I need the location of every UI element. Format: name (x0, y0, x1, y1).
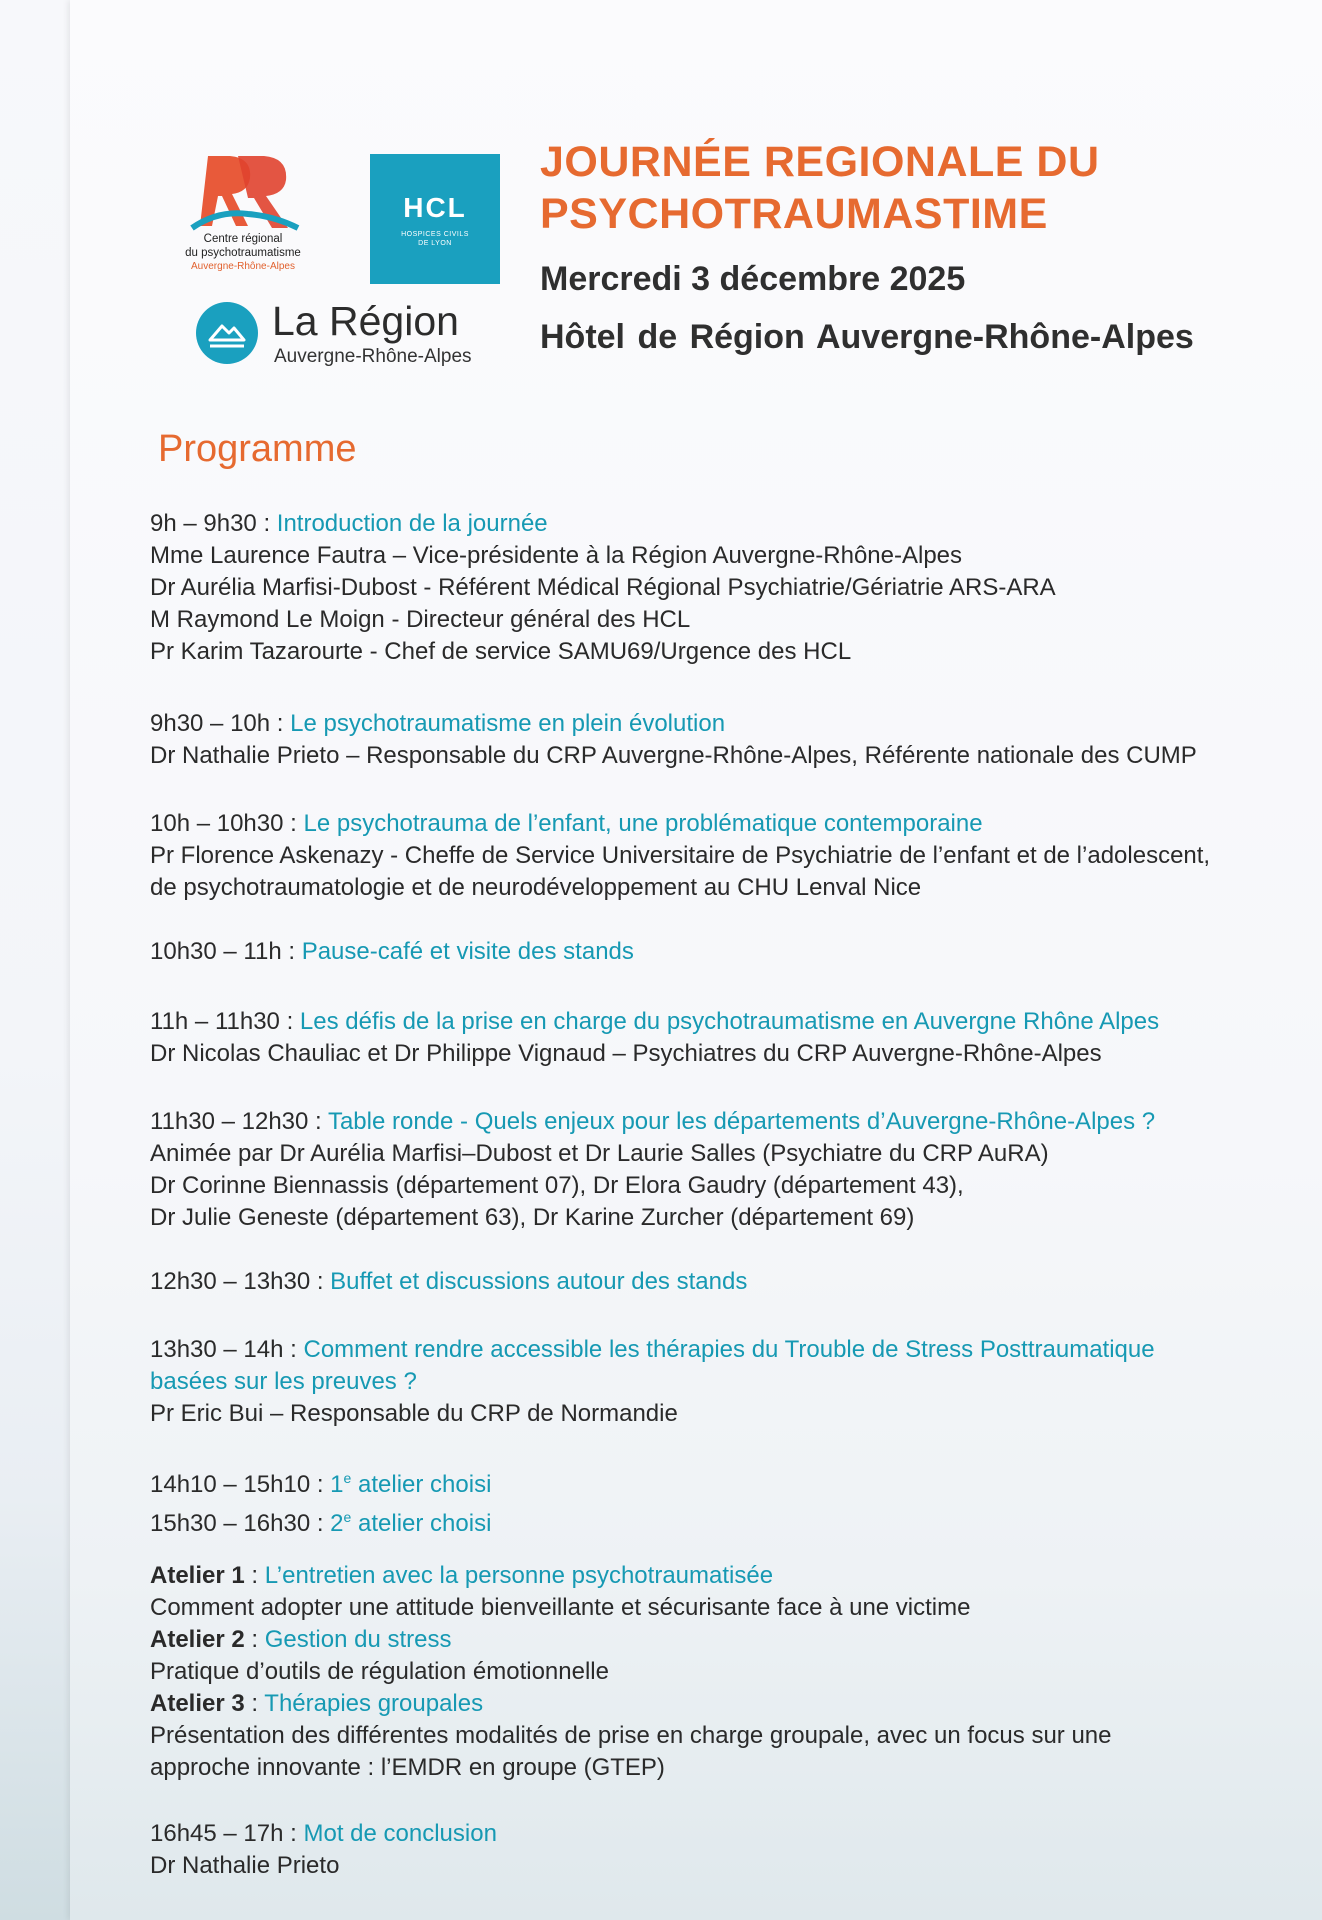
session-topic: Table ronde - Quels enjeux pour les départements d’Auvergne-Rhône-Alpes ? (327, 1108, 1156, 1135)
session-time: 13h30 – 14h : (150, 1336, 297, 1363)
atelier-topic: Gestion du stress (264, 1626, 452, 1653)
atelier-topic: Thérapies groupales (264, 1690, 484, 1717)
session-block (150, 1006, 1270, 1070)
session-time: 9h – 9h30 : (150, 510, 271, 537)
session-time: 10h30 – 11h : (150, 938, 296, 965)
session-block (150, 936, 1270, 968)
session-speaker: Pr Eric Bui – Responsable du CRP de Normandie (150, 1400, 678, 1427)
atelier-desc: approche innovante : l’EMDR en groupe (GTEP) (150, 1754, 665, 1781)
session-topic: Introduction de la journée (276, 510, 548, 537)
hcl-logo (370, 154, 500, 284)
crp-rr-logo-icon (178, 150, 308, 232)
session-topic: Comment rendre accessible les thérapies du Trouble de Stress Posttraumatique (303, 1336, 1155, 1363)
atelier-label: Atelier 3 (150, 1690, 245, 1717)
atelier-desc: Pratique d’outils de régulation émotionnelle (150, 1658, 609, 1685)
atelier-label: Atelier 2 (150, 1626, 245, 1653)
closing-time: 16h45 – 17h : (150, 1820, 297, 1847)
workshop-times (150, 1462, 1270, 1540)
hcl-logo-text: HCL (403, 192, 467, 223)
session-block (150, 808, 1270, 904)
session-speaker: Dr Nicolas Chauliac et Dr Philippe Vignaud – Psychiatres du CRP Auvergne-Rhône-Alpes (150, 1040, 1102, 1067)
session-time: 9h30 – 10h : (150, 710, 284, 737)
session-time: 11h30 – 12h30 : (150, 1108, 322, 1135)
workshop-sup: e (343, 1470, 352, 1486)
atelier-desc: Comment adopter une attitude bienveillante et sécurisante face à une victime (150, 1594, 971, 1621)
session-topic: Les défis de la prise en charge du psychotraumatisme en Auvergne Rhône Alpes (299, 1008, 1160, 1035)
programme-heading: Programme (158, 428, 357, 470)
crp-line3: Auvergne-Rhône-Alpes (191, 261, 295, 272)
workshop-num: 2 (330, 1510, 344, 1537)
workshop-label: atelier choisi (358, 1510, 492, 1537)
session-topic: Pause-café et visite des stands (301, 938, 634, 965)
session-topic: Buffet et discussions autour des stands (330, 1268, 748, 1295)
crp-logo (168, 150, 318, 274)
session-time: 10h – 10h30 : (150, 810, 297, 837)
event-place: Hôtel de Région Auvergne-Rhône-Alpes (540, 318, 1194, 356)
workshop-sup: e (343, 1509, 352, 1525)
region-logo (196, 298, 496, 368)
session-speaker: Pr Florence Askenazy - Cheffe de Service Universitaire de Psychiatrie de l’enfant et de l’adolescent, (150, 842, 1211, 869)
atelier-desc: Présentation des différentes modalités de prise en charge groupale, avec un focus sur une (150, 1722, 1112, 1749)
session-block (150, 1266, 1270, 1298)
session-speaker: M Raymond Le Moign - Directeur général des HCL (150, 606, 691, 633)
hcl-logo-sub2: DE LYON (418, 240, 452, 247)
session-speaker: Dr Corinne Biennassis (département 07), Dr Elora Gaudry (département 43), (150, 1172, 964, 1199)
session-speaker: Dr Aurélia Marfisi-Dubost - Référent Médical Régional Psychiatrie/Gériatrie ARS-ARA (150, 574, 1056, 601)
workshop-time: 14h10 – 15h10 : (150, 1471, 324, 1498)
closing-block (150, 1818, 1270, 1882)
closing-topic: Mot de conclusion (303, 1820, 497, 1847)
atelier-label: Atelier 1 (150, 1562, 245, 1589)
event-title-line2: PSYCHOTRAUMASTIME (540, 190, 1048, 238)
session-block (150, 508, 1270, 668)
session-speaker: Mme Laurence Fautra – Vice-présidente à la Région Auvergne-Rhône-Alpes (150, 542, 963, 569)
session-speaker: Pr Karim Tazarourte - Chef de service SAMU69/Urgence des HCL (150, 638, 852, 665)
atelier-topic: L’entretien avec la personne psychotraumatisée (264, 1562, 774, 1589)
workshop-time: 15h30 – 16h30 : (150, 1510, 324, 1537)
session-speaker: de psychotraumatologie et de neurodéveloppement au CHU Lenval Nice (150, 874, 922, 901)
session-time: 12h30 – 13h30 : (150, 1268, 324, 1295)
workshop-label: atelier choisi (358, 1471, 492, 1498)
workshop-num: 1 (330, 1471, 344, 1498)
crp-line2: du psychotraumatisme (185, 247, 301, 259)
closing-speaker: Dr Nathalie Prieto (150, 1852, 340, 1879)
session-speaker: Animée par Dr Aurélia Marfisi–Dubost et Dr Laurie Salles (Psychiatre du CRP AuRA) (150, 1140, 1049, 1167)
region-logo-subtitle: Auvergne-Rhône-Alpes (274, 346, 472, 367)
ateliers-list: Atelier 1 : L’entretien avec la personne psychotraumatisée Comment adopter une attitude bienveillante et sécurisante face à une victime Atelier 2 : Gestion du stress Pratique d’outils de régulation émotionnelle Atelier 3 : Thérapies groupales Présentation des différentes modalités de prise en charge groupale, avec un focus sur une approche innovante : l’EMDR en groupe (GTEP) (150, 1560, 1270, 1784)
crp-line1: Centre régional (203, 233, 283, 245)
session-block (150, 708, 1270, 772)
region-mountain-icon (196, 302, 258, 364)
session-topic: Le psychotrauma de l’enfant, une problématique contemporaine (303, 810, 983, 837)
session-topic: Le psychotraumatisme en plein évolution (290, 710, 726, 737)
session-block (150, 1106, 1270, 1234)
session-block (150, 1334, 1270, 1430)
hcl-logo-sub1: HOSPICES CIVILS (401, 231, 469, 238)
event-title (540, 136, 1300, 240)
session-speaker: Dr Nathalie Prieto – Responsable du CRP Auvergne-Rhône-Alpes, Référente nationale des CUMP (150, 742, 1197, 769)
region-logo-title: La Région (272, 298, 459, 344)
event-date: Mercredi 3 décembre 2025 (540, 260, 966, 298)
event-title-line1: JOURNÉE REGIONALE DU (540, 138, 1100, 186)
session-topic-cont: basées sur les preuves ? (150, 1368, 417, 1395)
session-time: 11h – 11h30 : (150, 1008, 294, 1035)
session-speaker: Dr Julie Geneste (département 63), Dr Karine Zurcher (département 69) (150, 1204, 915, 1231)
